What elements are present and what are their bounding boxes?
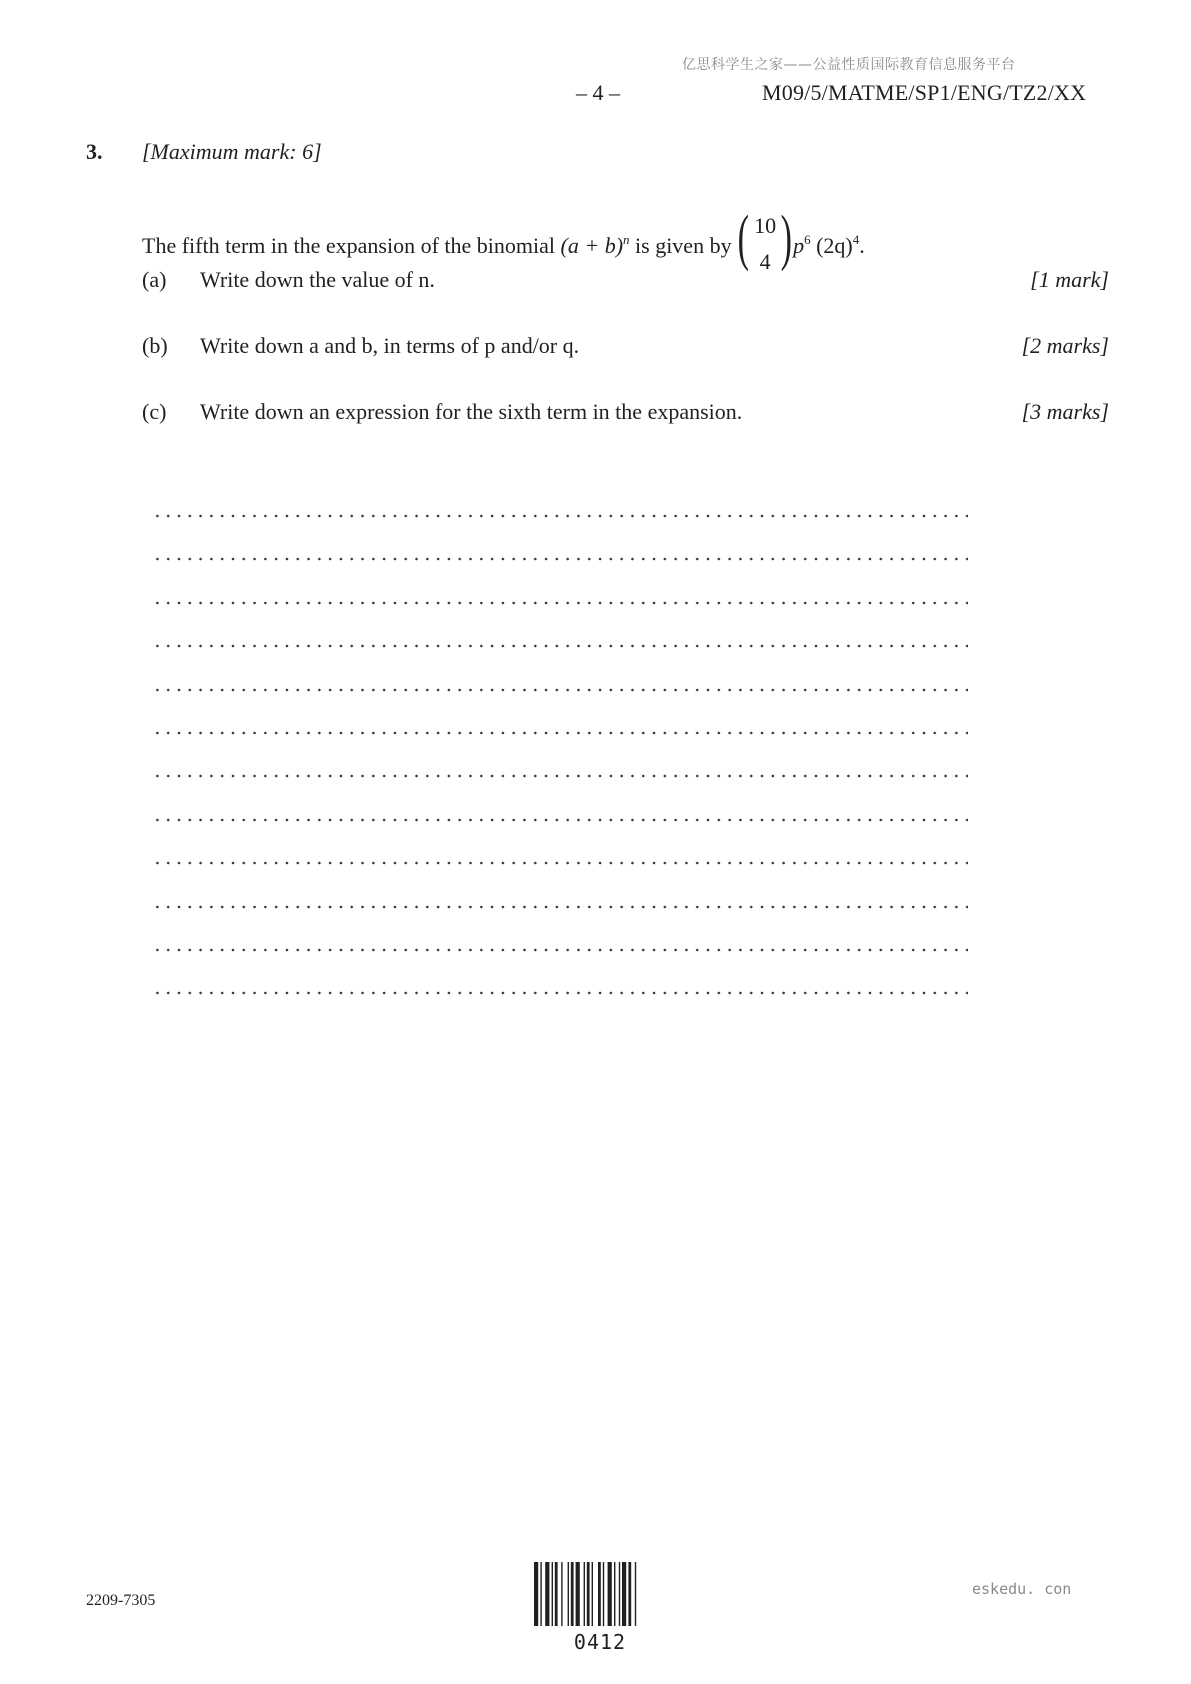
part-c-letter: (c) xyxy=(142,399,167,424)
stem-text-mid: is given by xyxy=(635,233,738,259)
barcode-bar xyxy=(592,1562,593,1626)
binomial-base: (a + b) xyxy=(560,233,624,259)
barcode-bar xyxy=(540,1562,541,1626)
stem-text-before: The fifth term in the expansion of the binomial xyxy=(142,233,561,259)
binomial-exponent: n xyxy=(623,232,630,248)
answer-line[interactable] xyxy=(152,991,968,995)
session-code: 2209-7305 xyxy=(86,1592,156,1609)
barcode-bar xyxy=(587,1562,590,1626)
paper-code: M09/5/MATME/SP1/ENG/TZ2/XX xyxy=(762,80,1087,105)
barcode-bar xyxy=(568,1562,569,1626)
barcode-bar xyxy=(598,1562,601,1626)
question-number: 3. xyxy=(86,139,103,164)
barcode-bar xyxy=(545,1562,549,1626)
answer-line[interactable] xyxy=(152,644,968,648)
answer-line[interactable] xyxy=(152,601,968,605)
site-watermark: eskedu. con xyxy=(972,1580,1072,1598)
answer-line[interactable] xyxy=(152,818,968,822)
part-a-mark: [1 mark] xyxy=(1030,267,1109,292)
binom-bottom: 4 xyxy=(759,249,771,274)
stem-end: . xyxy=(859,233,865,259)
answer-line[interactable] xyxy=(152,557,968,561)
term-2q-exponent: 4 xyxy=(852,232,860,248)
watermark-text: 亿思科学生之家——公益性质国际教育信息服务平台 xyxy=(682,57,1016,73)
part-b-letter: (b) xyxy=(142,333,168,358)
barcode-bar xyxy=(571,1562,574,1626)
answer-line[interactable] xyxy=(152,905,968,909)
barcode-bar xyxy=(555,1562,558,1626)
barcode-bar xyxy=(622,1562,626,1626)
binomial-coefficient xyxy=(737,204,793,283)
answer-line[interactable] xyxy=(152,514,968,518)
answer-line[interactable] xyxy=(152,948,968,952)
barcode-bar xyxy=(614,1562,615,1626)
barcode-bar xyxy=(576,1562,580,1626)
barcode-bar xyxy=(561,1562,562,1626)
barcode-bar xyxy=(628,1562,631,1626)
right-paren-glyph: ) xyxy=(781,204,793,272)
barcode-bar xyxy=(584,1562,585,1626)
term-2q: (2q) xyxy=(816,233,853,259)
answer-line[interactable] xyxy=(152,774,968,778)
barcode-image xyxy=(534,1562,666,1626)
part-c-text: Write down an expression for the sixth term in the expansion. xyxy=(200,399,743,424)
part-a-letter: (a) xyxy=(142,267,167,292)
left-paren-glyph: ( xyxy=(737,204,750,272)
barcode-bar xyxy=(552,1562,553,1626)
part-b-text: Write down a and b, in terms of p and/or q. xyxy=(200,333,580,358)
barcode-bar xyxy=(534,1562,538,1626)
page-number: – 4 – xyxy=(576,80,620,105)
part-c-mark: [3 marks] xyxy=(1021,399,1109,424)
term-p-exponent: 6 xyxy=(804,232,811,248)
part-a-text: Write down the value of n. xyxy=(200,267,435,292)
barcode-bar xyxy=(635,1562,636,1626)
maximum-mark: [Maximum mark: 6] xyxy=(142,139,322,164)
barcode-bar xyxy=(619,1562,620,1626)
barcode-bar xyxy=(608,1562,612,1626)
answer-line[interactable] xyxy=(152,688,968,692)
answer-line[interactable] xyxy=(152,731,968,735)
binom-top: 10 xyxy=(754,213,777,238)
barcode-bar xyxy=(603,1562,604,1626)
binomial-expression xyxy=(561,233,630,258)
answer-line[interactable] xyxy=(152,861,968,865)
part-b-mark: [2 marks] xyxy=(1021,333,1109,358)
barcode-number: 0412 xyxy=(573,1630,627,1654)
term-p: p xyxy=(793,233,805,259)
